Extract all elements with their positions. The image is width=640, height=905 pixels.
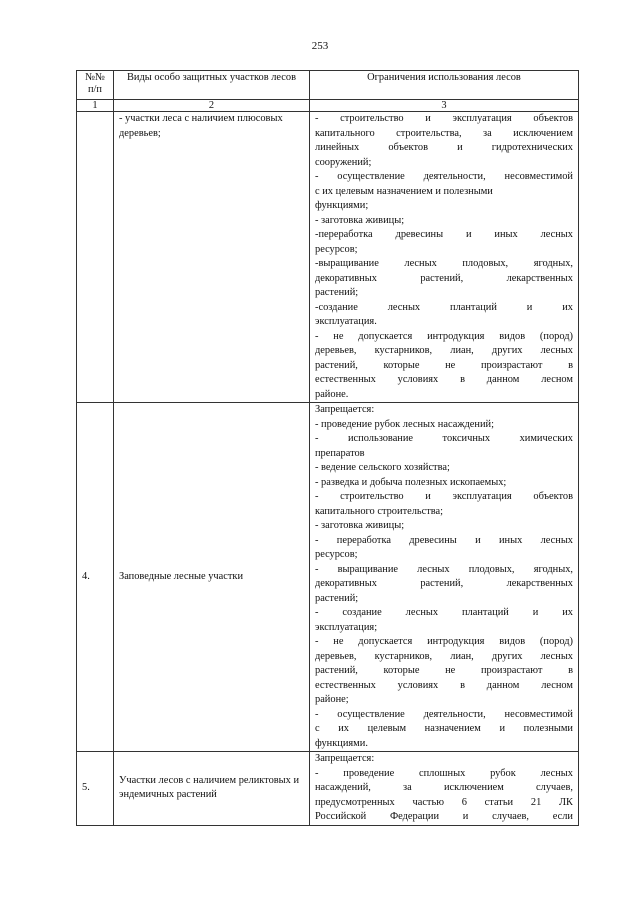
restriction-line: - осуществление деятельности, несовместимой [315, 171, 573, 182]
row-forest-type: Заповедные лесные участки [114, 403, 310, 752]
row-number: 4. [77, 403, 114, 752]
restriction-line: капитального строительства, за исключением [315, 127, 573, 139]
restriction-line: эксплуатация. [315, 316, 377, 327]
restriction-line: с их целевым назначением и полезными [315, 723, 573, 734]
forest-restrictions-table [76, 70, 579, 826]
table-row [77, 403, 579, 752]
row-restrictions [310, 752, 579, 826]
index-1: 1 [77, 100, 114, 112]
restriction-line: - переработка древесины и иных лесных [315, 534, 573, 546]
restriction-line: с их целевым назначением и полезными [315, 185, 493, 197]
restriction-line: сооружений; [315, 156, 372, 168]
restriction-line: районе; [315, 694, 349, 705]
restriction-line: ресурсов; [315, 549, 358, 560]
restriction-line: Запрещается: [315, 753, 375, 764]
restriction-line: - проведение рубок лесных насаждений; [315, 418, 494, 430]
row-forest-type: - участки леса с наличием плюсовых деревьев; [114, 112, 310, 403]
table-row [77, 112, 579, 403]
restriction-line: - осуществление деятельности, несовместимой [315, 708, 573, 720]
restriction-line: деревьев, кустарников, лиан, других лесных [315, 650, 573, 662]
restriction-line: Запрещается: [315, 404, 375, 415]
index-2: 2 [114, 100, 310, 112]
row-restrictions [310, 403, 579, 752]
restriction-line: - не допускается интродукция видов (пород) [315, 636, 573, 647]
restriction-line: насаждений, за исключением случаев, [315, 782, 573, 793]
row-number: 5. [77, 752, 114, 826]
restriction-line: - строительство и эксплуатация объектов [315, 491, 573, 502]
page-number: 253 [311, 40, 329, 52]
index-3: 3 [310, 100, 579, 112]
restriction-line: -переработка древесины и иных лесных [315, 229, 573, 240]
restriction-line: растений; [315, 287, 359, 298]
restriction-line: - строительство и эксплуатация объектов [315, 113, 573, 124]
header-restrictions: Ограничения использования лесов [310, 71, 579, 100]
restriction-line: растений, которые не произрастают в [315, 665, 573, 676]
restriction-line: - использование токсичных химических [315, 433, 573, 444]
header-number: №№ п/п [77, 71, 114, 100]
restriction-line: препаратов [315, 447, 365, 459]
restriction-line: деревьев, кустарников, лиан, других лесных [315, 345, 573, 356]
restriction-line: линейных объектов и гидротехнических [315, 142, 573, 153]
restriction-line: - выращивание лесных плодовых, ягодных, [315, 563, 573, 575]
restriction-line: декоративных растений, лекарственных [315, 272, 573, 284]
header-forest-types: Виды особо защитных участков лесов [114, 71, 310, 100]
table-index-row [77, 100, 579, 112]
restriction-line: -создание лесных плантаций и их [315, 301, 573, 313]
restriction-line: - заготовка живицы; [315, 520, 405, 531]
restriction-line: функциями. [315, 737, 368, 749]
restriction-line: - заготовка живицы; [315, 214, 405, 226]
restriction-line: ресурсов; [315, 243, 358, 255]
restriction-line: Российской Федерации и случаев, если [315, 811, 573, 822]
restriction-line: функциями; [315, 200, 369, 211]
restriction-line: - создание лесных плантаций и их [315, 607, 573, 618]
restriction-line: растений; [315, 592, 359, 604]
restriction-line: капитального строительства; [315, 505, 444, 517]
restriction-line: декоративных растений, лекарственных [315, 578, 573, 589]
row-forest-type: Участки лесов с наличием реликтовых и эндемичных растений [114, 752, 310, 826]
restriction-line: естественных условиях в данном лесном [315, 679, 573, 691]
table-header-row [77, 71, 579, 100]
restriction-line: - разведка и добыча полезных ископаемых; [315, 476, 507, 488]
restriction-line: предусмотренных частью 6 статьи 21 ЛК [315, 796, 573, 808]
restriction-line: естественных условиях в данном лесном [315, 374, 573, 385]
restriction-line: - проведение сплошных рубок лесных [315, 767, 573, 779]
row-restrictions [310, 112, 579, 403]
restriction-line: - ведение сельского хозяйства; [315, 462, 450, 473]
table-row [77, 752, 579, 826]
row-number [77, 112, 114, 403]
restriction-line: -выращивание лесных плодовых, ягодных, [315, 258, 573, 269]
restriction-line: районе. [315, 388, 349, 400]
restriction-line: эксплуатация; [315, 621, 378, 633]
restriction-line: - не допускается интродукция видов (пород) [315, 330, 573, 342]
restriction-line: растений, которые не произрастают в [315, 359, 573, 371]
